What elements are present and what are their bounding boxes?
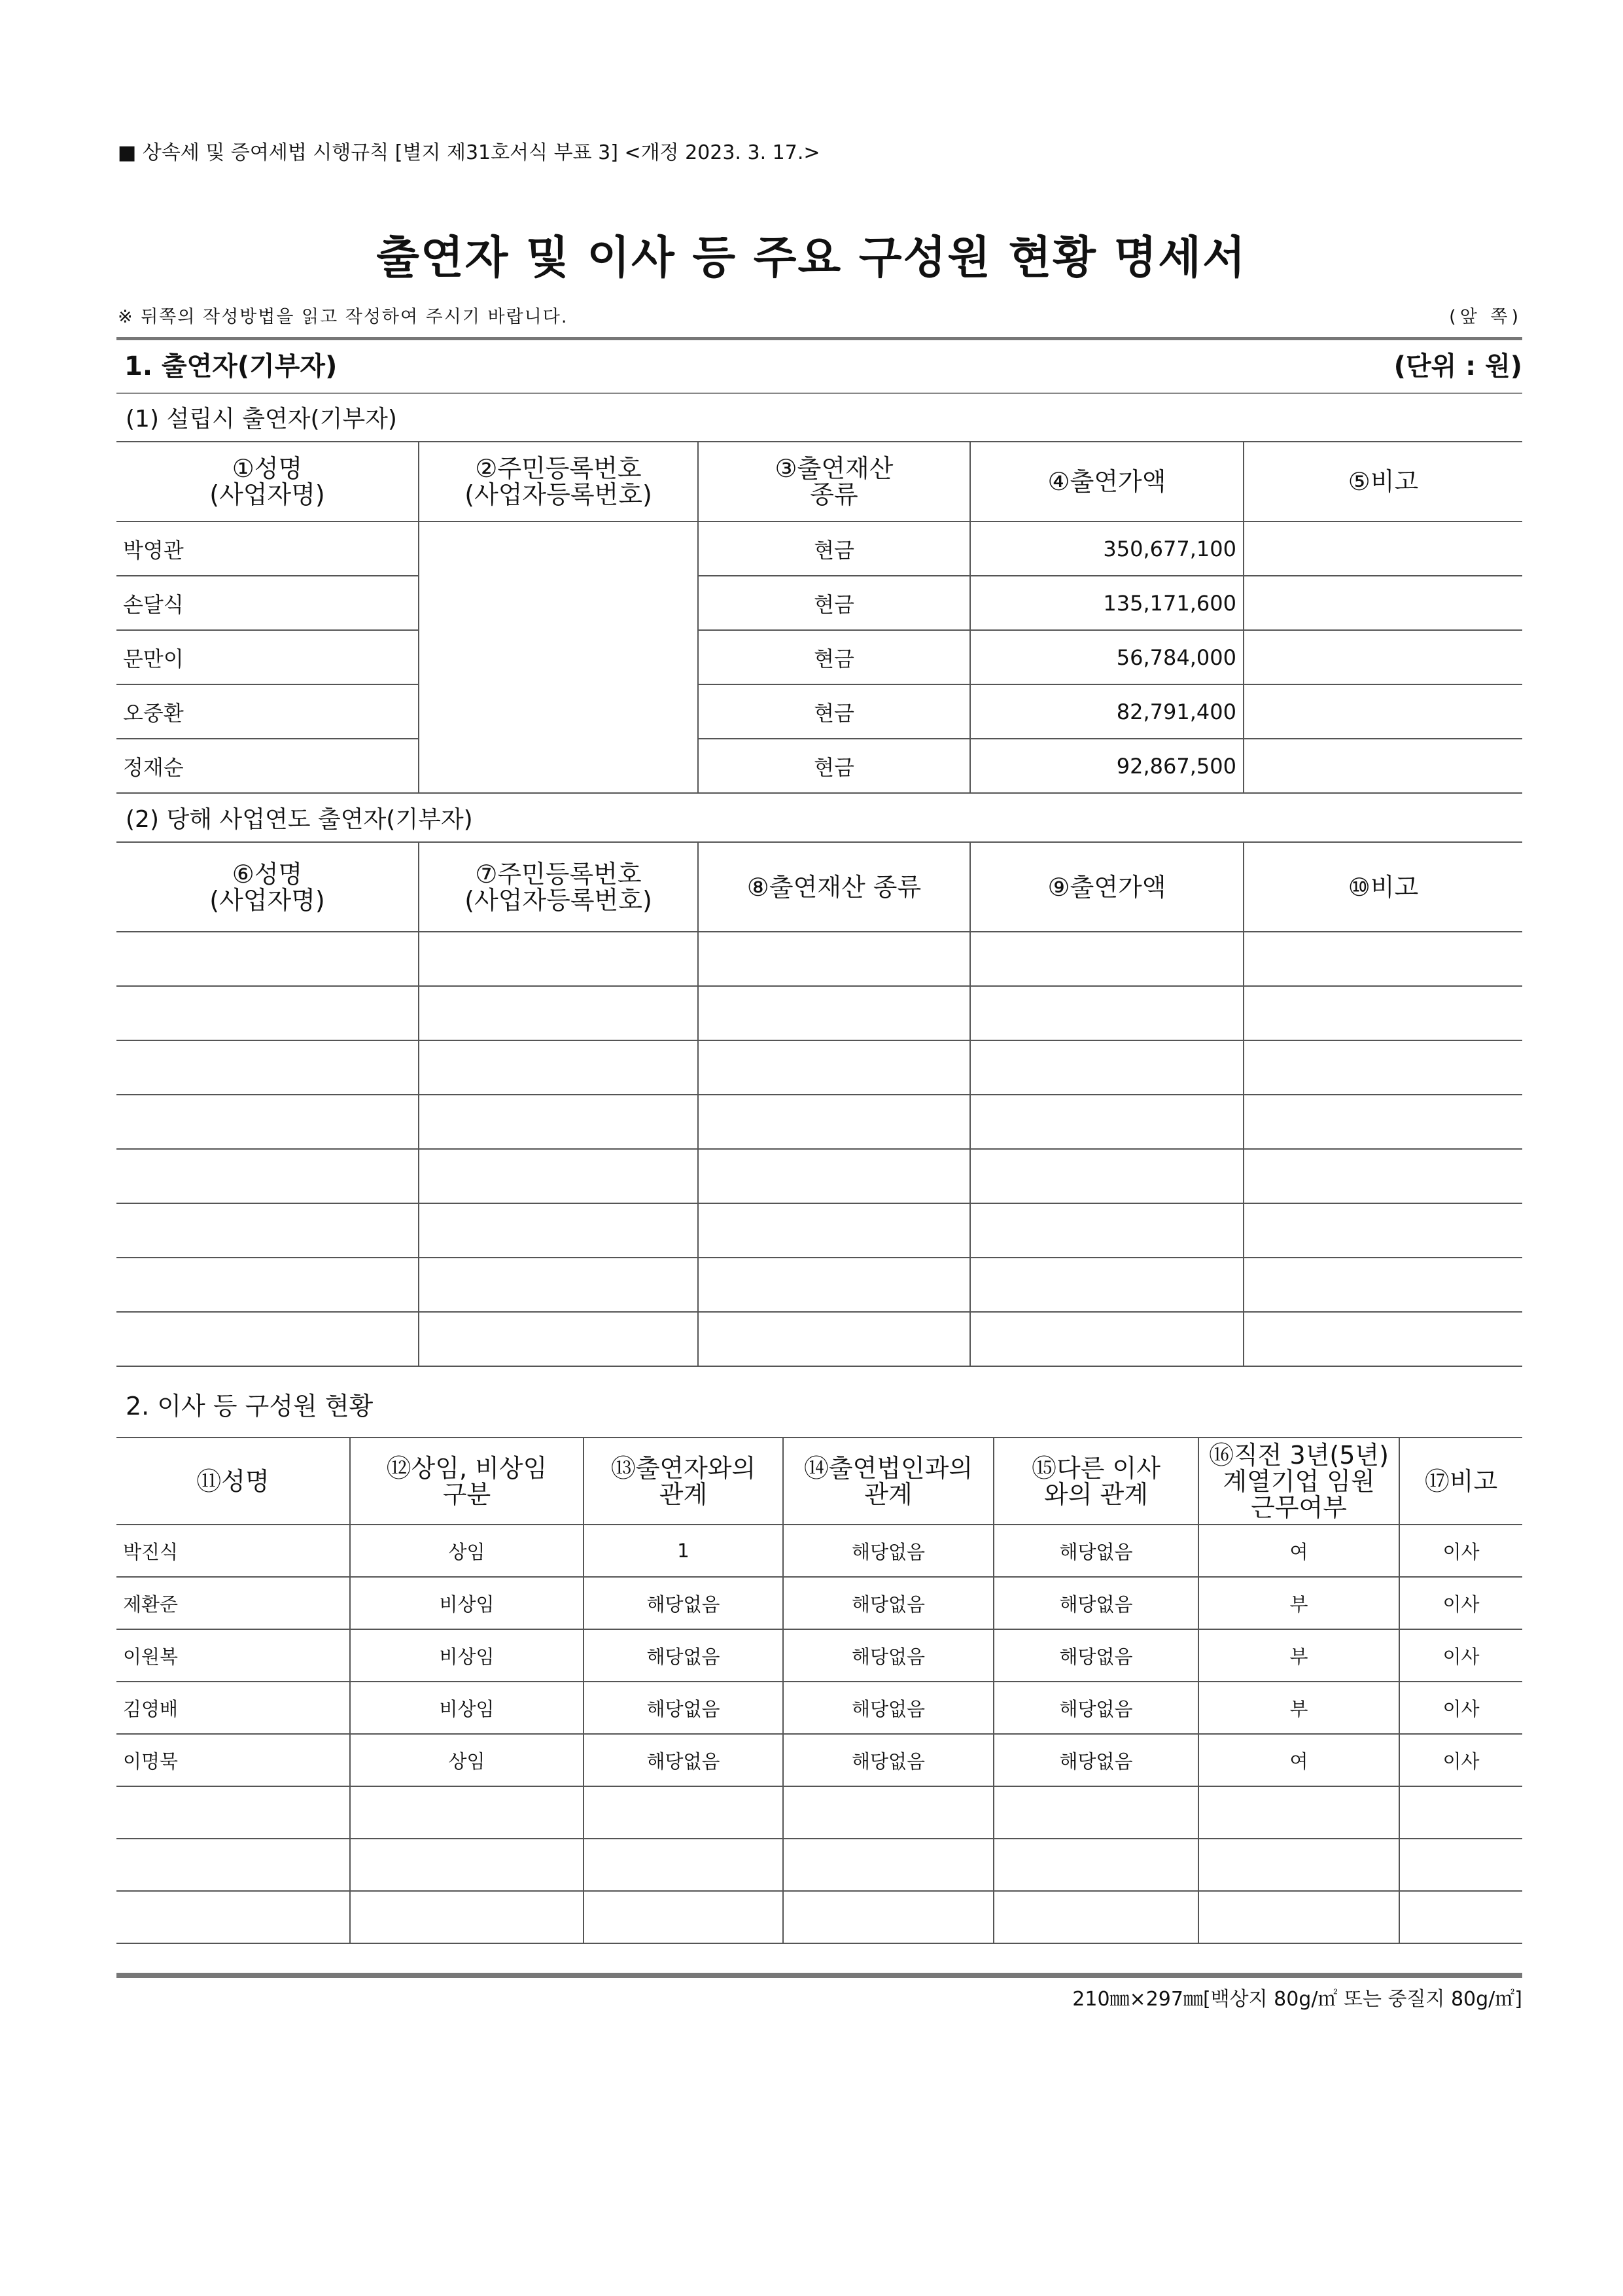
table-cell [116, 932, 419, 986]
table-row [116, 630, 1522, 684]
asset-type: 현금 [698, 521, 970, 576]
note-cell [1399, 1786, 1522, 1839]
table-row [116, 1149, 1522, 1203]
table-cell [970, 1312, 1244, 1366]
table-row [116, 1040, 1522, 1095]
current-contributors-table [116, 841, 1522, 1367]
affiliate-officer-flag: 여 [1198, 1734, 1399, 1786]
table-row [116, 1891, 1522, 1943]
table-row [116, 1577, 1522, 1629]
relation-to-contributor: 해당없음 [584, 1734, 783, 1786]
table-cell [116, 1149, 419, 1203]
col-name-header: ⑥성명 (사업자명) [116, 842, 419, 932]
director-name: 박진식 [116, 1525, 350, 1577]
table-row [116, 1203, 1522, 1258]
table-cell [970, 1095, 1244, 1149]
col-amount-header: ④출연가액 [970, 442, 1244, 521]
asset-type: 현금 [698, 630, 970, 684]
note-cell [1399, 1839, 1522, 1891]
legal-basis: ■ 상속세 및 증여세법 시행규칙 [별지 제31호서식 부표 3] <개정 2023. 3. 17.> [118, 141, 820, 164]
table-cell [698, 1312, 970, 1366]
table-row [116, 1786, 1522, 1839]
table-cell [698, 1040, 970, 1095]
current-header-row [116, 842, 1522, 932]
bottom-rule [116, 1973, 1522, 1978]
top-rule [116, 337, 1522, 340]
unit-label: (단위 : 원) [1393, 351, 1522, 381]
col-rel-contributor-header: ⑬출연자와의 관계 [584, 1438, 783, 1525]
table-cell [419, 1149, 698, 1203]
note-cell: 이사 [1399, 1577, 1522, 1629]
table-cell [1244, 1258, 1522, 1312]
table-cell [1244, 1203, 1522, 1258]
relation-to-contributor: 해당없음 [584, 1682, 783, 1734]
relation-to-other-directors: 해당없음 [994, 1525, 1198, 1577]
table-cell [419, 1095, 698, 1149]
col-amount-header: ⑨출연가액 [970, 842, 1244, 932]
contribution-amount: 135,171,600 [970, 576, 1244, 630]
relation-to-corporation [783, 1786, 994, 1839]
table-cell [1244, 986, 1522, 1040]
table-row [116, 684, 1522, 739]
table-cell [419, 986, 698, 1040]
contributor-name: 박영관 [116, 521, 419, 576]
contribution-amount: 350,677,100 [970, 521, 1244, 576]
table-row [116, 1095, 1522, 1149]
table-cell [698, 1149, 970, 1203]
section1-title: 1. 출연자(기부자) [124, 351, 338, 381]
asset-type: 현금 [698, 684, 970, 739]
standing-type [350, 1786, 584, 1839]
relation-to-other-directors: 해당없음 [994, 1577, 1198, 1629]
affiliate-officer-flag: 부 [1198, 1682, 1399, 1734]
director-name: 이명묵 [116, 1734, 350, 1786]
relation-to-other-directors [994, 1786, 1198, 1839]
contributor-name: 문만이 [116, 630, 419, 684]
col-name-header: ①성명 (사업자명) [116, 442, 419, 521]
directors-table [116, 1437, 1522, 1944]
col-note-header: ⑰비고 [1399, 1438, 1522, 1525]
table-cell [970, 1040, 1244, 1095]
table-row [116, 739, 1522, 793]
current-subtitle: (2) 당해 사업연도 출연자(기부자) [126, 806, 473, 833]
table-row [116, 1525, 1522, 1577]
directors-header-row [116, 1438, 1522, 1525]
relation-to-corporation: 해당없음 [783, 1577, 994, 1629]
col-regno-header: ⑦주민등록번호 (사업자등록번호) [419, 842, 698, 932]
relation-to-contributor [584, 1786, 783, 1839]
form-title: 출연자 및 이사 등 주요 구성원 현황 명세서 [376, 232, 1247, 284]
table-row [116, 576, 1522, 630]
director-name [116, 1839, 350, 1891]
relation-to-corporation: 해당없음 [783, 1525, 994, 1577]
table-cell [970, 1149, 1244, 1203]
col-name-header: ⑪성명 [116, 1438, 350, 1525]
table-cell [1244, 1149, 1522, 1203]
table-row [116, 521, 1522, 576]
table-row [116, 1839, 1522, 1891]
founding-contributors-table [116, 441, 1522, 794]
asset-type: 현금 [698, 576, 970, 630]
relation-to-contributor [584, 1839, 783, 1891]
table-cell [419, 1312, 698, 1366]
note-cell [1244, 630, 1522, 684]
note-cell [1244, 521, 1522, 576]
table-cell [698, 986, 970, 1040]
note-cell: 이사 [1399, 1629, 1522, 1682]
table-row [116, 1682, 1522, 1734]
relation-to-corporation [783, 1891, 994, 1943]
table-row [116, 1629, 1522, 1682]
affiliate-officer-flag [1198, 1786, 1399, 1839]
relation-to-corporation: 해당없음 [783, 1629, 994, 1682]
col-note-header: ⑩비고 [1244, 842, 1522, 932]
relation-to-other-directors: 해당없음 [994, 1682, 1198, 1734]
note-cell [1244, 684, 1522, 739]
col-rel-director-header: ⑮다른 이사 와의 관계 [994, 1438, 1198, 1525]
table-cell [419, 1258, 698, 1312]
standing-type: 비상임 [350, 1629, 584, 1682]
relation-to-contributor: 해당없음 [584, 1629, 783, 1682]
contribution-amount: 56,784,000 [970, 630, 1244, 684]
contributor-name: 손달식 [116, 576, 419, 630]
table-cell [419, 1203, 698, 1258]
note-cell: 이사 [1399, 1734, 1522, 1786]
affiliate-officer-flag [1198, 1839, 1399, 1891]
col-regno-header: ②주민등록번호 (사업자등록번호) [419, 442, 698, 521]
regno-cell [419, 521, 698, 793]
relation-to-other-directors: 해당없음 [994, 1629, 1198, 1682]
note-cell: 이사 [1399, 1682, 1522, 1734]
director-name: 제환준 [116, 1577, 350, 1629]
col-asset-type-header: ③출연재산 종류 [698, 442, 970, 521]
founding-subtitle: (1) 설립시 출연자(기부자) [126, 406, 397, 433]
table-cell [970, 1203, 1244, 1258]
asset-type: 현금 [698, 739, 970, 793]
table-cell [1244, 932, 1522, 986]
table-cell [116, 1040, 419, 1095]
standing-type [350, 1891, 584, 1943]
table-cell [116, 1312, 419, 1366]
table-cell [116, 1258, 419, 1312]
relation-to-contributor [584, 1891, 783, 1943]
standing-type: 상임 [350, 1734, 584, 1786]
note-cell [1399, 1891, 1522, 1943]
founding-header-row [116, 442, 1522, 521]
relation-to-other-directors: 해당없음 [994, 1734, 1198, 1786]
standing-type: 비상임 [350, 1682, 584, 1734]
table-cell [116, 986, 419, 1040]
table-row [116, 1734, 1522, 1786]
relation-to-corporation: 해당없음 [783, 1682, 994, 1734]
note-cell [1244, 576, 1522, 630]
section1-rule [116, 393, 1522, 394]
col-asset-type-header: ⑧출연재산 종류 [698, 842, 970, 932]
table-cell [419, 1040, 698, 1095]
relation-to-corporation [783, 1839, 994, 1891]
note-cell [1244, 739, 1522, 793]
table-cell [970, 986, 1244, 1040]
affiliate-officer-flag: 여 [1198, 1525, 1399, 1577]
table-cell [698, 932, 970, 986]
instruction-note: ※ 뒤쪽의 작성방법을 읽고 작성하여 주시기 바랍니다. [118, 307, 568, 327]
table-row [116, 932, 1522, 986]
col-note-header: ⑤비고 [1244, 442, 1522, 521]
table-cell [1244, 1095, 1522, 1149]
note-cell: 이사 [1399, 1525, 1522, 1577]
contribution-amount: 92,867,500 [970, 739, 1244, 793]
contributor-name: 정재순 [116, 739, 419, 793]
standing-type: 비상임 [350, 1577, 584, 1629]
table-cell [116, 1203, 419, 1258]
director-name [116, 1891, 350, 1943]
table-row [116, 986, 1522, 1040]
relation-to-corporation: 해당없음 [783, 1734, 994, 1786]
relation-to-other-directors [994, 1891, 1198, 1943]
col-affiliate-header: ⑯직전 3년(5년) 계열기업 임원 근무여부 [1198, 1438, 1399, 1525]
standing-type: 상임 [350, 1525, 584, 1577]
page-side-label: (앞 쪽) [1449, 307, 1522, 327]
table-cell [698, 1095, 970, 1149]
contributor-name: 오중환 [116, 684, 419, 739]
affiliate-officer-flag: 부 [1198, 1629, 1399, 1682]
relation-to-contributor: 1 [584, 1525, 783, 1577]
relation-to-contributor: 해당없음 [584, 1577, 783, 1629]
col-standing-header: ⑫상임, 비상임 구분 [350, 1438, 584, 1525]
table-cell [698, 1203, 970, 1258]
table-row [116, 1312, 1522, 1366]
director-name [116, 1786, 350, 1839]
table-row [116, 1258, 1522, 1312]
col-rel-corp-header: ⑭출연법인과의 관계 [783, 1438, 994, 1525]
affiliate-officer-flag [1198, 1891, 1399, 1943]
standing-type [350, 1839, 584, 1891]
table-cell [1244, 1040, 1522, 1095]
contribution-amount: 82,791,400 [970, 684, 1244, 739]
paper-spec: 210㎜×297㎜[백상지 80g/㎡ 또는 중질지 80g/㎡] [1072, 1988, 1522, 2011]
table-cell [116, 1095, 419, 1149]
table-cell [970, 1258, 1244, 1312]
director-name: 이원복 [116, 1629, 350, 1682]
table-cell [419, 932, 698, 986]
table-cell [698, 1258, 970, 1312]
relation-to-other-directors [994, 1839, 1198, 1891]
affiliate-officer-flag: 부 [1198, 1577, 1399, 1629]
table-cell [970, 932, 1244, 986]
director-name: 김영배 [116, 1682, 350, 1734]
section2-title: 2. 이사 등 구성원 현황 [126, 1392, 374, 1421]
table-cell [1244, 1312, 1522, 1366]
